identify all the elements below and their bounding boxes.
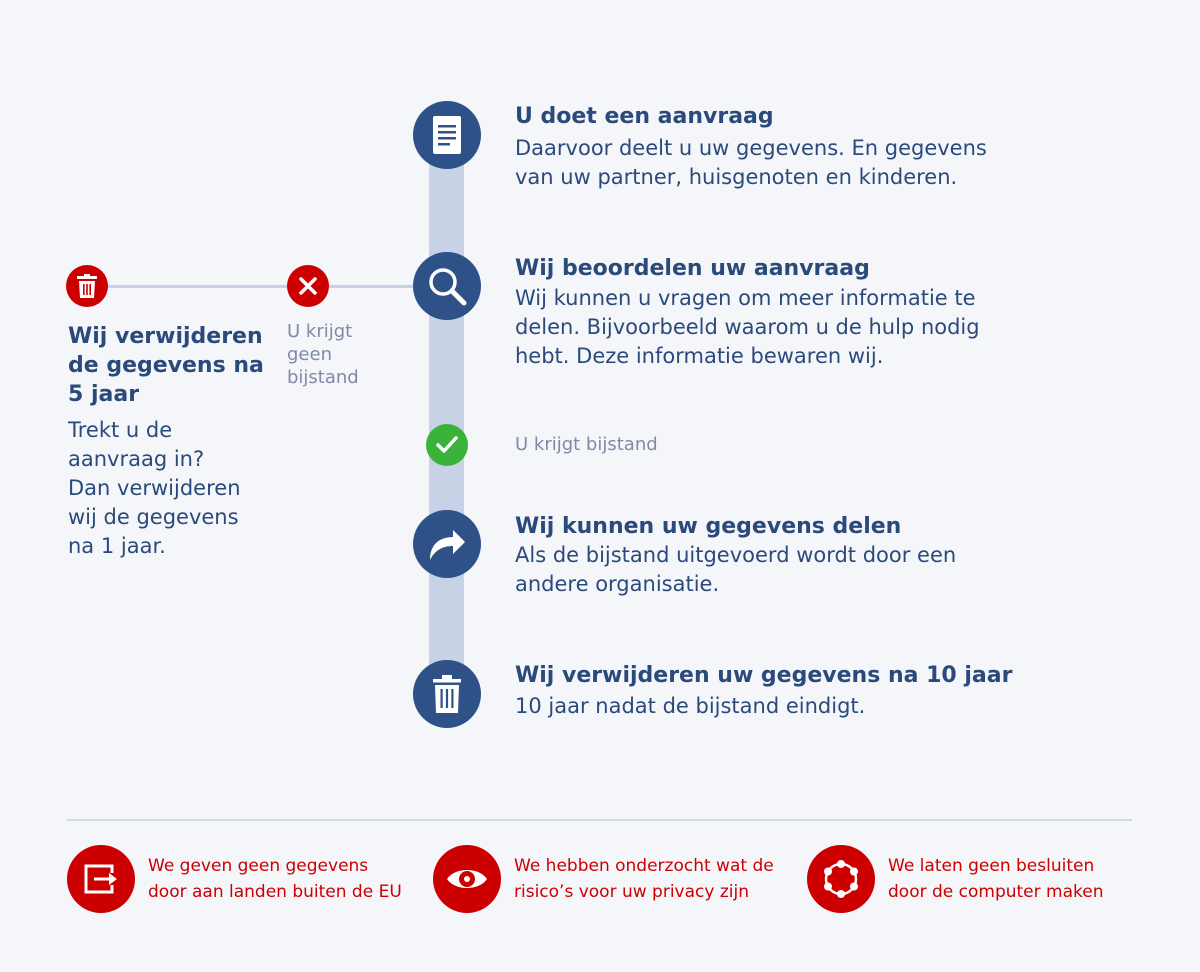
step-assess-circle — [413, 252, 481, 320]
rejection-branch-line — [88, 285, 448, 288]
withdrawn-text: Trekt u de aanvraag in? Dan verwijderen wij de gegevens na 1 jaar. — [68, 418, 241, 558]
note-privacy-text: We hebben onderzocht wat de risico’s voor uw privacy zijn — [514, 856, 774, 902]
trash-icon — [432, 675, 462, 713]
note-automation-text: We laten geen besluiten door de computer maken — [888, 856, 1104, 902]
step-apply-circle — [413, 101, 481, 169]
check-icon — [436, 436, 458, 454]
step-delete-text: 10 jaar nadat de bijstand eindigt. — [515, 694, 866, 718]
divider — [67, 819, 1132, 821]
withdrawn-circle — [66, 265, 108, 307]
approved-label: U krijgt bijstand — [515, 434, 658, 455]
step-assess-title: Wij beoordelen uw aanvraag — [515, 256, 870, 281]
note-export-text: We geven geen gegevens door aan landen buiten de EU — [148, 856, 402, 902]
trash-icon — [77, 274, 97, 298]
withdrawn-title: Wij verwijderen de gegevens na 5 jaar — [68, 324, 264, 407]
step-apply-title: U doet een aanvraag — [515, 104, 774, 129]
step-delete-circle — [413, 660, 481, 728]
note-export-circle — [67, 845, 135, 913]
approved-circle — [426, 424, 468, 466]
step-assess-text: Wij kunnen u vragen om meer informatie te delen. Bijvoorbeeld waarom u de hulp nodig hebt. Deze informatie bewaren wij. — [515, 286, 980, 368]
step-share-text: Als de bijstand uitgevoerd wordt door een andere organisatie. — [515, 543, 957, 596]
eye-icon — [445, 865, 489, 893]
network-icon — [819, 857, 863, 901]
timeline-spine — [429, 140, 464, 685]
step-delete-title: Wij verwijderen uw gegevens na 10 jaar — [515, 663, 1013, 688]
note-privacy-circle — [433, 845, 501, 913]
search-icon — [425, 264, 469, 308]
rejected-label: U krijgt geen bijstand — [287, 321, 359, 388]
share-icon — [427, 526, 467, 562]
step-apply-text: Daarvoor deelt u uw gegevens. En gegevens van uw partner, huisgenoten en kinderen. — [515, 136, 987, 189]
step-share-circle — [413, 510, 481, 578]
close-icon — [298, 276, 318, 296]
document-icon — [432, 115, 462, 155]
step-share-title: Wij kunnen uw gegevens delen — [515, 514, 902, 539]
export-icon — [84, 864, 118, 894]
note-automation-circle — [807, 845, 875, 913]
rejected-circle — [287, 265, 329, 307]
